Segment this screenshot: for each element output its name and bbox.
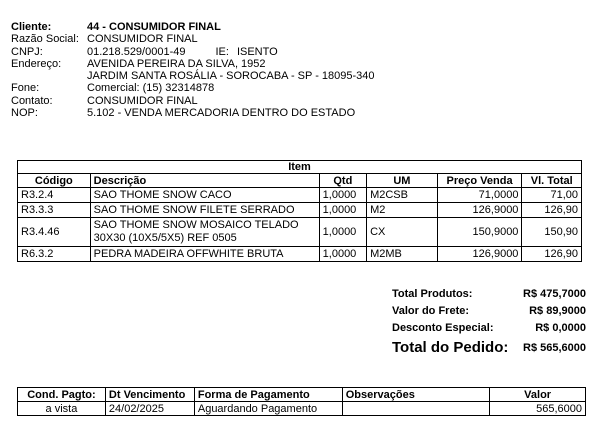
cell-um: M2MB: [367, 247, 438, 262]
nop-value: 5.102 - VENDA MERCADORIA DENTRO DO ESTADO: [87, 107, 356, 120]
cell-descricao: SAO THOME SNOW FILETE SERRADO: [90, 203, 319, 218]
cell-preco: 71,0000: [437, 188, 522, 203]
cliente-value: 44 - CONSUMIDOR FINAL: [87, 21, 221, 33]
razao-row: [11, 33, 375, 45]
cell-total: 150,90: [522, 218, 582, 247]
cell-preco: 126,9000: [437, 247, 522, 262]
col-qtd: Qtd: [319, 174, 366, 188]
cell-valor: 565,6000: [490, 402, 586, 416]
cell-total: 126,90: [522, 203, 582, 218]
cliente-row: [11, 21, 375, 33]
razao-value: CONSUMIDOR FINAL: [87, 33, 198, 46]
cell-descricao: PEDRA MADEIRA OFFWHITE BRUTA: [90, 247, 319, 262]
contato-value: CONSUMIDOR FINAL: [87, 94, 198, 107]
nop-row: [11, 107, 375, 119]
ie-value: ISENTO: [236, 45, 278, 58]
table-row: [18, 402, 586, 416]
total-pedido-label: Total do Pedido:: [392, 339, 509, 356]
fone-value: Comercial: (15) 32314878: [87, 82, 215, 95]
total-pedido-row: [392, 337, 586, 359]
desconto-row: [392, 320, 586, 337]
endereco-row: [11, 58, 375, 70]
cell-codigo: R6.3.2: [18, 247, 91, 262]
col-forma-pagamento: Forma de Pagamento: [194, 388, 342, 402]
cell-observacoes: [342, 402, 490, 416]
cell-codigo: R3.2.4: [18, 188, 91, 203]
valor-frete-value: R$ 89,9000: [529, 305, 586, 317]
col-total: Vl. Total: [522, 174, 582, 188]
total-produtos-row: [392, 286, 586, 303]
nop-label: NOP:: [11, 107, 38, 120]
cell-um: M2CSB: [367, 188, 438, 203]
cell-qtd: 1,0000: [319, 188, 366, 203]
contato-row: [11, 95, 375, 107]
ie-label: IE:: [215, 45, 229, 58]
col-preco: Preço Venda: [437, 174, 522, 188]
fone-label: Fone:: [11, 82, 40, 95]
cell-preco: 150,9000: [437, 218, 522, 247]
cell-total: 126,90: [522, 247, 582, 262]
desconto-value: R$ 0,0000: [535, 322, 586, 334]
items-header-row: [18, 174, 582, 188]
cell-dt-vencimento: 24/02/2025: [105, 402, 194, 416]
cell-forma-pagamento: Aguardando Pagamento: [194, 402, 342, 416]
table-row: [18, 218, 582, 247]
cell-qtd: 1,0000: [319, 203, 366, 218]
cell-cond-pagto: a vista: [18, 402, 106, 416]
endereco-label: Endereço:: [11, 57, 62, 70]
contato-label: Contato:: [11, 94, 53, 107]
valor-frete-row: [392, 303, 586, 320]
cell-qtd: 1,0000: [319, 247, 366, 262]
total-pedido-value: R$ 565,6000: [523, 342, 586, 354]
fone-row: [11, 82, 375, 94]
cell-descricao: [90, 218, 319, 247]
col-cond-pagto: Cond. Pagto:: [18, 388, 106, 402]
cell-um: CX: [367, 218, 438, 247]
cell-um: M2: [367, 203, 438, 218]
endereco-line2: JARDIM SANTA ROSÁLIA - SOROCABA - SP - 18095-340: [87, 70, 375, 83]
payment-table: [17, 387, 586, 416]
cnpj-label: CNPJ:: [11, 45, 43, 58]
cell-total: 71,00: [522, 188, 582, 203]
total-produtos-label: Total Produtos:: [392, 288, 473, 300]
cell-descricao-line1: SAO THOME SNOW MOSAICO TELADO: [93, 219, 299, 231]
cell-codigo: R3.3.3: [18, 203, 91, 218]
desconto-label: Desconto Especial:: [392, 322, 494, 334]
totals-block: [392, 286, 586, 359]
cnpj-value: 01.218.529/0001-49: [87, 45, 186, 58]
table-row: [18, 203, 582, 218]
cell-preco: 126,9000: [437, 203, 522, 218]
endereco-row-2: [11, 70, 375, 82]
valor-frete-label: Valor do Frete:: [392, 305, 470, 317]
col-codigo: Código: [18, 174, 91, 188]
total-produtos-value: R$ 475,7000: [523, 288, 586, 300]
customer-header: [11, 21, 375, 119]
items-table: [17, 160, 582, 262]
razao-label: Razão Social:: [11, 33, 79, 46]
col-observacoes: Observações: [342, 388, 490, 402]
table-row: [18, 247, 582, 262]
cell-descricao: SAO THOME SNOW CACO: [90, 188, 319, 203]
col-valor: Valor: [490, 388, 586, 402]
cell-descricao-line2: 30X30 (10X5/5X5) REF 0505: [93, 232, 237, 244]
col-dt-vencimento: Dt Vencimento: [105, 388, 194, 402]
cell-qtd: 1,0000: [319, 218, 366, 247]
cliente-label: Cliente:: [11, 21, 52, 33]
endereco-line1: AVENIDA PEREIRA DA SILVA, 1952: [87, 57, 266, 70]
col-um: UM: [367, 174, 438, 188]
payment-header-row: [18, 388, 586, 402]
items-caption: Item: [18, 161, 582, 174]
cnpj-row: [11, 46, 375, 58]
col-descricao: Descrição: [90, 174, 319, 188]
table-row: [18, 188, 582, 203]
cell-codigo: R3.4.46: [18, 218, 91, 247]
items-caption-row: [18, 161, 582, 174]
